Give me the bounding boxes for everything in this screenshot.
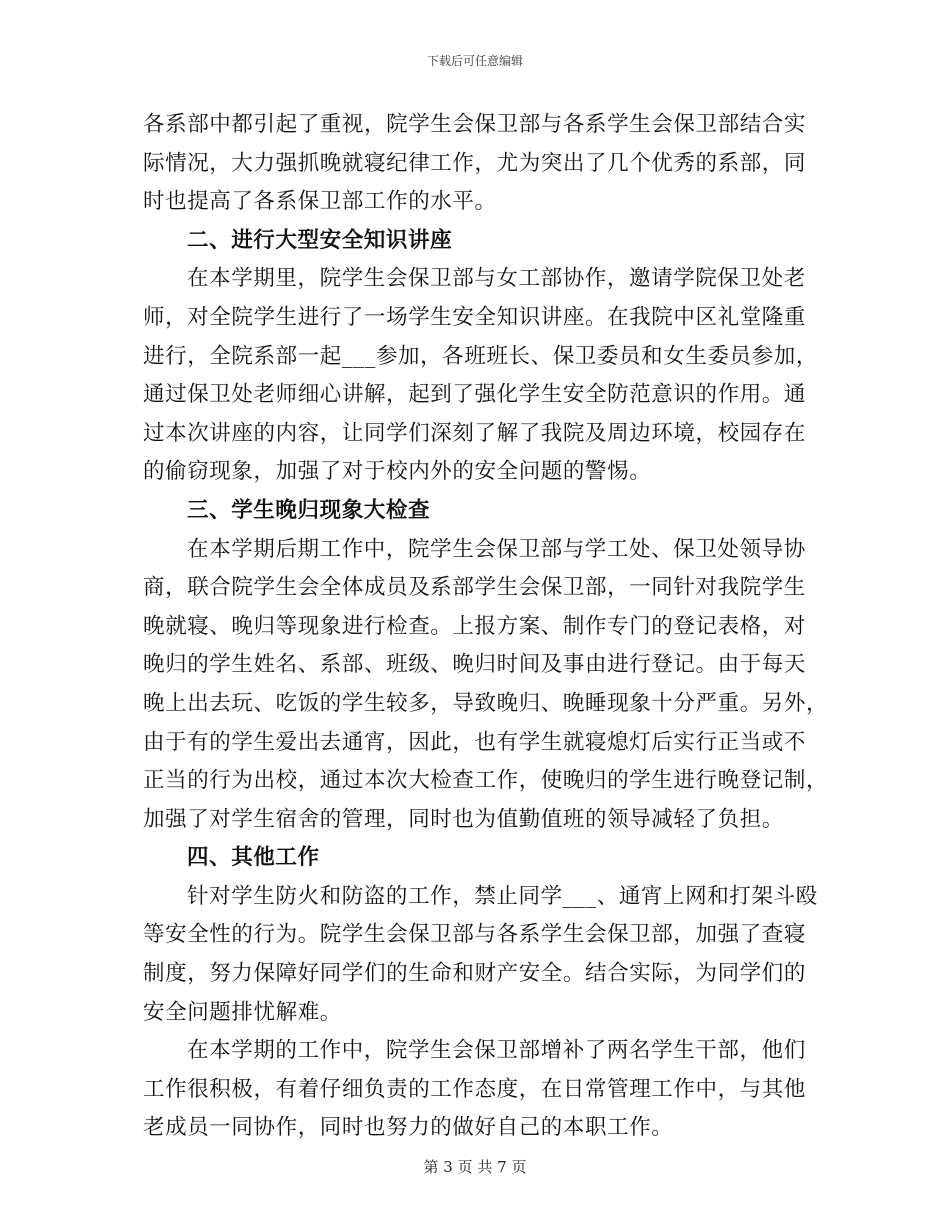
body-text-line: 进行，全院系部一起___参加，各班班长、保卫委员和女生委员参加， xyxy=(143,343,818,369)
body-text-line: 等安全性的行为。院学生会保卫部与各系学生会保卫部，加强了查寝 xyxy=(143,922,807,948)
body-text-line: 加强了对学生宿舍的管理，同时也为值勤值班的领导减轻了负担。 xyxy=(143,806,784,832)
section-heading: 四、其他工作 xyxy=(187,845,320,871)
body-text-line: 由于有的学生爱出去通宵，因此，也有学生就寝熄灯后实行正当或不 xyxy=(143,729,807,755)
body-text-line: 老成员一同协作，同时也努力的做好自己的本职工作。 xyxy=(143,1115,674,1141)
body-text-line: 工作很积极，有着仔细负责的工作态度，在日常管理工作中，与其他 xyxy=(143,1076,807,1102)
body-text-line: 商，联合院学生会全体成员及系部学生会保卫部，一同针对我院学生 xyxy=(143,575,807,601)
body-text-line: 在本学期的工作中，院学生会保卫部增补了两名学生干部，他们 xyxy=(187,1038,806,1064)
body-text-line: 晚上出去玩、吃饭的学生较多，导致晚归、晚睡现象十分严重。另外， xyxy=(143,690,829,716)
page-header: 下载后可任意编辑 xyxy=(426,54,523,68)
body-text-line: 在本学期里，院学生会保卫部与女工部协作，邀请学院保卫处老 xyxy=(187,266,806,292)
body-text-line: 各系部中都引起了重视，院学生会保卫部与各系学生会保卫部结合实 xyxy=(143,112,807,137)
body-text-line: 时也提高了各系保卫部工作的水平。 xyxy=(143,189,497,215)
page-footer: 第 3 页 共 7 页 xyxy=(423,1158,527,1176)
body-text-line: 制度，努力保障好同学们的生命和财产安全。结合实际，为同学们的 xyxy=(143,961,807,987)
body-text-line: 晚就寝、晚归等现象进行检查。上报方案、制作专门的登记表格，对 xyxy=(143,613,807,639)
body-text-line: 通过保卫处老师细心讲解，起到了强化学生安全防范意识的作用。通 xyxy=(143,382,807,408)
section-heading: 三、学生晚归现象大检查 xyxy=(187,497,431,523)
body-text-line: 在本学期后期工作中，院学生会保卫部与学工处、保卫处领导协 xyxy=(187,536,806,562)
body-text-line: 师，对全院学生进行了一场学生安全知识讲座。在我院中区礼堂隆重 xyxy=(143,304,807,330)
section-heading: 二、进行大型安全知识讲座 xyxy=(187,227,453,253)
document-body xyxy=(143,106,829,1148)
body-text-line: 过本次讲座的内容，让同学们深刻了解了我院及周边环境，校园存在 xyxy=(143,420,807,446)
body-text-line: 正当的行为出校，通过本次大检查工作，使晚归的学生进行晚登记制， xyxy=(143,768,829,794)
body-text-line: 安全问题排忧解难。 xyxy=(143,999,342,1025)
body-text-line: 晚归的学生姓名、系部、班级、晚归时间及事由进行登记。由于每天 xyxy=(143,652,807,678)
body-text-line: 的偷窃现象，加强了对于校内外的安全问题的警惕。 xyxy=(143,459,652,485)
body-text-line: 际情况，大力强抓晚就寝纪律工作，尤为突出了几个优秀的系部，同 xyxy=(143,150,807,176)
body-text-line: 针对学生防火和防盗的工作，禁止同学___、通宵上网和打架斗殴 xyxy=(187,883,818,909)
